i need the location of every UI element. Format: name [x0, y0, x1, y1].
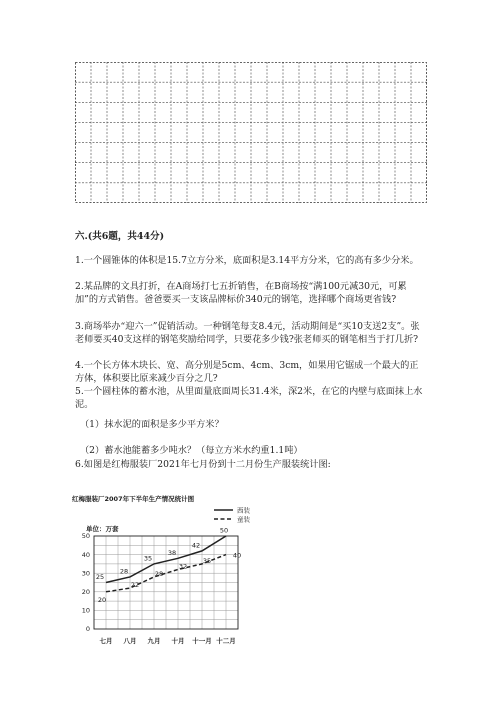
y-axis-label: 单位：万套 — [86, 525, 119, 533]
data-label: 38 — [167, 548, 177, 557]
line-chart — [68, 491, 280, 651]
chart-plot-area — [82, 527, 241, 646]
question-6: 6.如图是红梅服装厂2021年七月份到十二月份生产服装统计图: — [75, 459, 331, 470]
question-5-part-1: （1）抹水泥的面积是多少平方米？ — [80, 419, 224, 430]
x-tick-label: 九月 — [147, 637, 161, 645]
x-tick-label: 七月 — [99, 637, 113, 645]
data-label: 35 — [202, 556, 212, 565]
data-label: 28 — [119, 567, 129, 576]
data-label: 35 — [143, 554, 153, 563]
y-tick-label: 20 — [81, 588, 90, 596]
question-1: 1.一个圆锥体的体积是15.7立方分米，底面积是3.14平方分米，它的高有多少分米。 — [75, 255, 419, 266]
chart-legend — [214, 505, 251, 523]
x-tick-label: 十月 — [171, 637, 185, 645]
y-tick-label: 0 — [85, 625, 90, 634]
data-label: 50 — [219, 526, 229, 535]
y-tick-label: 30 — [81, 569, 90, 578]
data-label: 20 — [97, 595, 107, 604]
section-title: 六.(共6题，共44分) — [75, 231, 165, 242]
question-2: 2.某品牌的文具打折，在A商场打七五折销售，在B商场按“满100元减30元，可累加”的方式销售。爸爸要买一支该品牌标价340元的钢笔，选择哪个商场更省钱? — [75, 281, 407, 306]
legend-label: 童装 — [237, 515, 250, 524]
question-4: 4.一个长方体木块长、宽、高分别是5cm、4cm、3cm，如果用它锯成一个最大的正方体，体积要比原来减少百分之几? — [75, 360, 419, 385]
x-tick-label: 十二月 — [216, 637, 236, 645]
x-tick-label: 八月 — [123, 637, 137, 645]
y-tick-label: 40 — [81, 550, 90, 559]
legend-label: 西装 — [237, 506, 250, 515]
y-tick-label: 50 — [81, 532, 90, 541]
y-tick-label: 10 — [81, 606, 90, 615]
data-label: 40 — [232, 551, 242, 560]
data-label: 25 — [95, 573, 105, 581]
chart-title: 红梅服装厂2007年下半年生产情况统计图 — [72, 495, 195, 503]
question-3: 3.商场举办“迎六一”促销活动。一种钢笔每支8.4元，活动期间是“买10支送2支”。张老师要买40支这样的钢笔奖励给同学，只要花多少钱?张老师买的钢笔相当于打几折? — [75, 321, 420, 346]
question-5: 5.一个圆柱体的蓄水池，从里面量底面周长31.4米，深2米，在它的内壁与底面抹上水泥。 — [75, 386, 423, 411]
question-5-part-2: （2）蓄水池能蓄多少吨水？（每立方米水约重1.1吨） — [80, 445, 303, 456]
writing-grid — [75, 62, 427, 203]
data-label: 32 — [178, 562, 188, 571]
data-label: 42 — [191, 541, 201, 550]
data-label: 22 — [130, 581, 140, 590]
data-label: 28 — [154, 569, 164, 578]
x-tick-label: 十一月 — [192, 637, 212, 645]
